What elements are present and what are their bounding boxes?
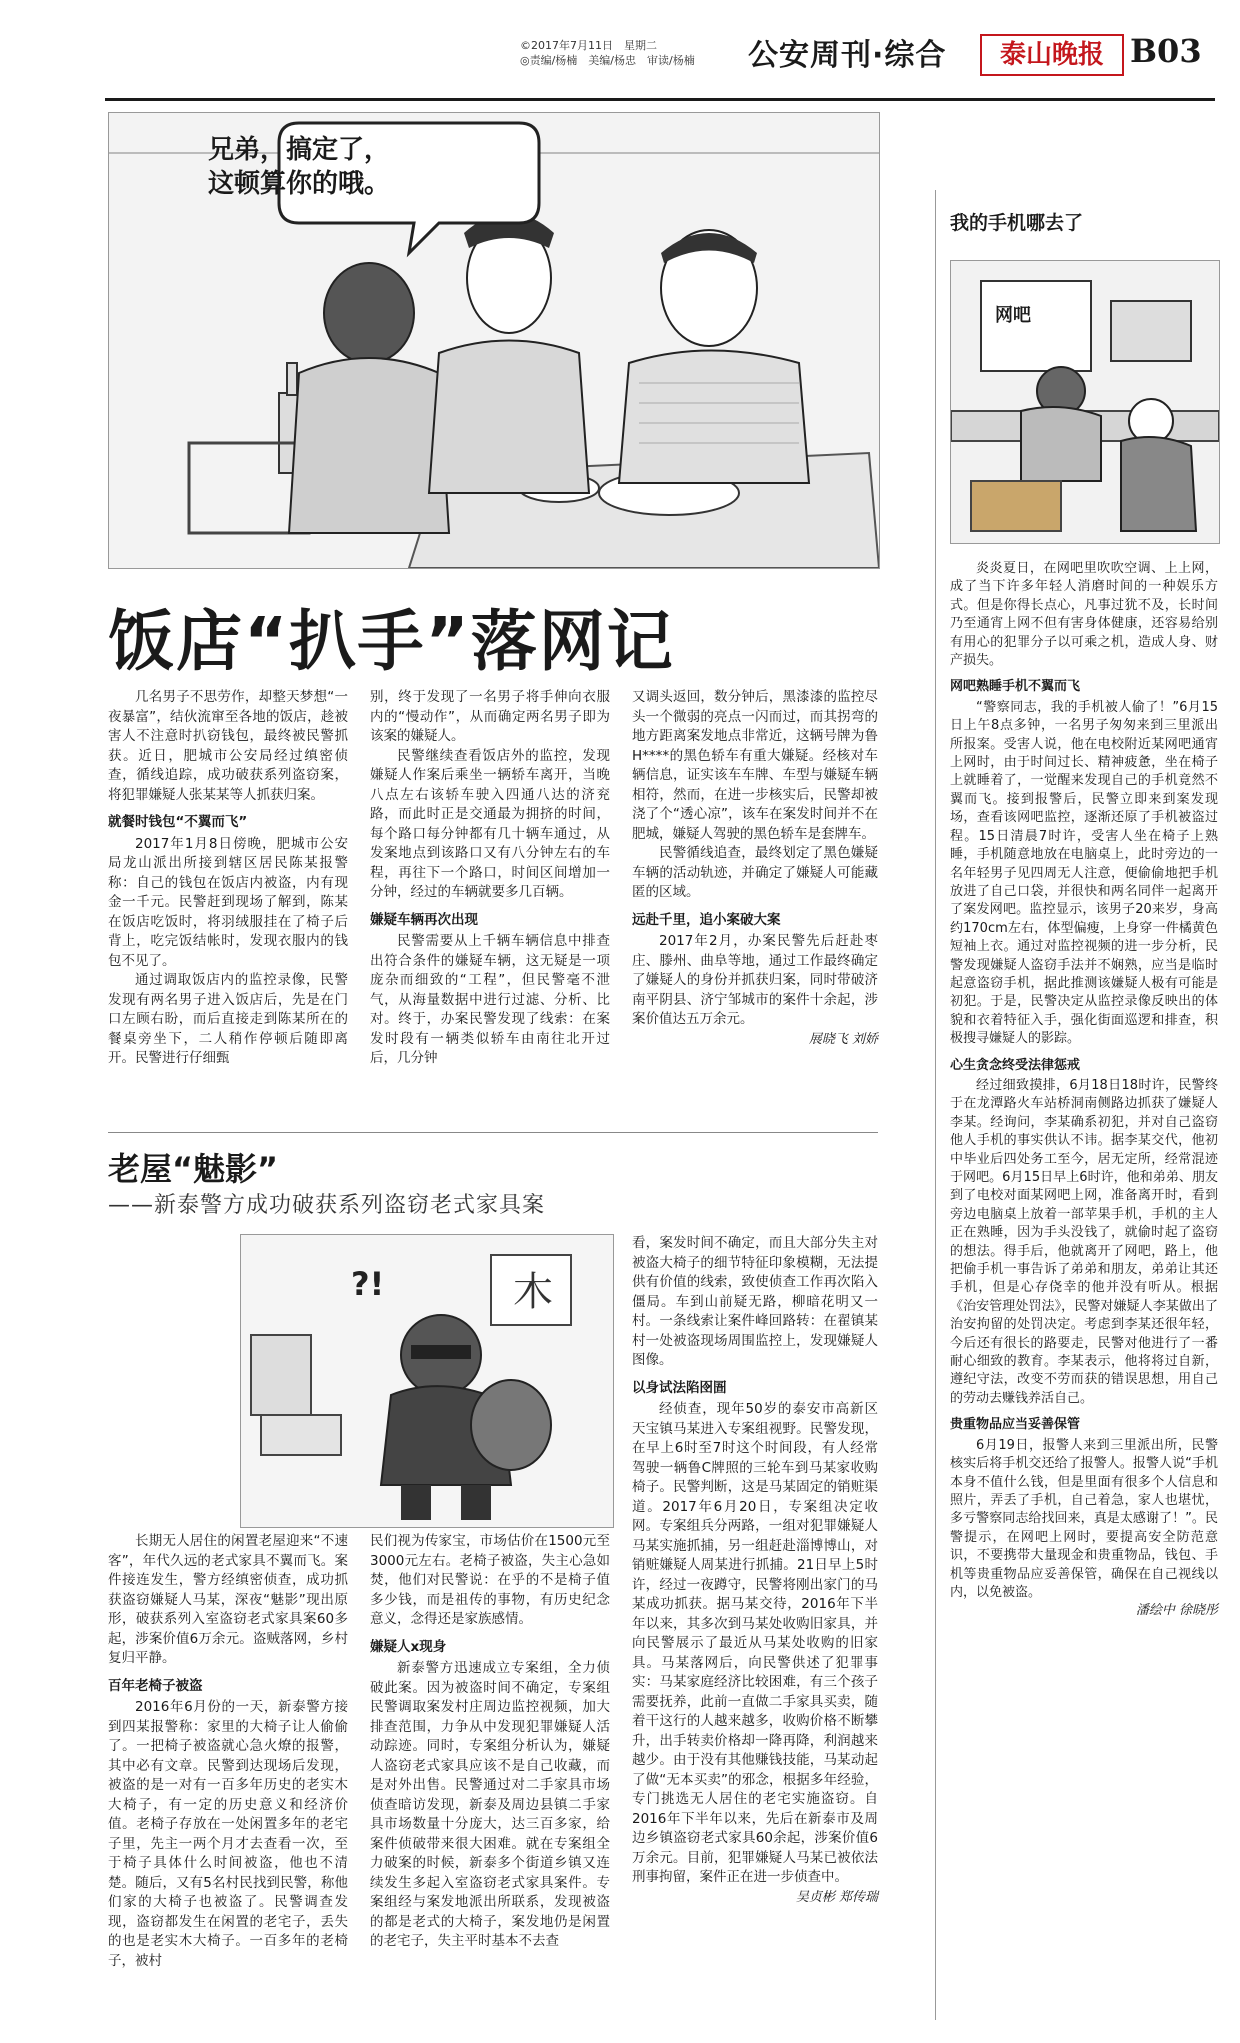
story2-subhead-1: 百年老椅子被盗 xyxy=(108,1677,203,1694)
header-meta xyxy=(520,38,745,68)
story2-column-3 xyxy=(632,1234,878,1907)
brand-logo: 泰山晚报 xyxy=(980,34,1124,76)
story1-lead: 几名男子不思劳作，却整天梦想“一夜暴富”，结伙流窜至各地的饭店，趁被害人不注意时扒窃钱包，最终被民警抓获。近日，肥城市公安局经过缜密侦查，循线追踪，成功破获系列盗窃案，将犯罪嫌疑人张某某等人抓获归案。 xyxy=(108,689,348,803)
thief-illustration xyxy=(240,1234,614,1528)
story2-para: 民们视为传家宝，市场估价在1500元至3000元左右。老椅子被盗，失主心急如焚，他们对民警说：在乎的不是椅子值多少钱，而是祖传的事物，有历史纪念意义，念得还是家族感情。 xyxy=(370,1533,610,1627)
story2-para: 看，案发时间不确定，而且大部分失主对被盗大椅子的细节特征印象模糊，无法提供有价值的线索，致使侦查工作再次陷入僵局。车到山前疑无路，柳暗花明又一村。一条线索让案件峰回路转：在翟镇某村一处被盗现场周围监控上，发现嫌疑人图像。 xyxy=(632,1235,878,1368)
page-number: B03 xyxy=(1130,32,1202,70)
sidebar-title: 我的手机哪去了 xyxy=(950,212,1084,234)
sidebar-para: “警察同志，我的手机被人偷了！”6月15日上午8点多钟，一名男子匆匆来到三里派出所报案。受害人说，他在电校附近某网吧通宵上网时，由于时间过长、精神疲惫，坐在椅子上就睡着了，一觉醒来发现自己的手机竟然不翼而飞。接到报警后，民警立即来到案发现场，查看该网吧监控，逐渐还原了手机被盗过程。15日清晨7时许，受害人坐在椅子上熟睡，手机随意地放在电脑桌上，此时旁边的一名年轻男子见四周无人注意，便偷偷地把手机放进了自己口袋，并很快和两名同伴一起离开了案发网吧。监控显示，该男子20来岁，身高约170cm左右，体型偏瘦，上身穿一件橘黄色短袖上衣。通过对监控视频的进一步分析，民警发现嫌疑人盗窃手法并不娴熟，应当是临时起意盗窃手机，据此推测该嫌疑人极有可能是初犯。于是，民警决定从监控录像反映出的体貌和衣着特征入手，强化街面巡逻和排查，积极搜寻嫌疑人的影踪。 xyxy=(950,699,1218,1047)
svg-text:木: 木 xyxy=(513,1269,553,1315)
story1-para: 通过调取饭店内的监控录像，民警发现有两名男子进入饭店后，先是在门口左顾右盼，而后直接走到陈某所在的餐桌旁坐下，二人稍作停顿后随即离开。民警进行仔细甄 xyxy=(108,972,348,1066)
story1-column-1 xyxy=(108,688,348,1069)
story1-para: 民警需要从上千辆车辆信息中排查出符合条件的嫌疑车辆，这无疑是一项庞杂而细致的“工程”，但民警毫不泄气，从海量数据中进行过滤、分析、比对。终于，办案民警发现了线索：在案发时段有一辆类似轿车由南往北开过后，几分钟 xyxy=(370,933,610,1066)
sidebar-divider xyxy=(935,190,936,2020)
story2-subhead: ——新泰警方成功破获系列盗窃老式家具案 xyxy=(108,1193,546,1218)
sidebar-column xyxy=(950,560,1218,1621)
story1-para: 民警继续查看饭店外的监控，发现嫌疑人作案后乘坐一辆轿车离开，当晚八点左右该轿车驶入四通八达的济兖路，而此时正是交通最为拥挤的时间，每个路口每分钟都有几十辆车通过，从发案地点到该路口又有八分钟左右的车程，再往下一个路口，时间区间增加一分钟，经过的车辆就要多几百辆。 xyxy=(370,747,610,900)
sidebar-para: 经过细致摸排，6月18日18时许，民警终于在龙潭路火车站桥洞南侧路边抓获了嫌疑人李某。经询问，李某确系初犯，并对自己盗窃他人手机的事实供认不讳。据李某交代，他初中毕业后四处务工至今，居无定所，经常混迹于网吧。6月15日早上6时许，他和弟弟、朋友到了电校对面某网吧上网，准备离开时，看到旁边电脑桌上放着一部苹果手机，手机的主人正在熟睡，因为手头没钱了，就偷时起了盗窃的想法。得手后，他就离开了网吧，路上，他把偷手机一事告诉了弟弟和朋友，弟弟让其还手机，但是心存侥幸的他并没有听从。根据《治安管理处罚法》，民警对嫌疑人李某做出了治安拘留的处罚决定。考虑到李某还很年轻，今后还有很长的路要走，民警对他进行了一番耐心细致的教育。李某表示，他将将过自新，遵纪守法，改变不劳而获的错误思想，用自己的劳动去赚钱养活自己。 xyxy=(950,1077,1218,1406)
sidebar-byline: 潘绘中 徐晓彤 xyxy=(1135,1603,1218,1619)
story1-para: 别，终于发现了一名男子将手伸向衣服内的“慢动作”，从而确定两名男子即为该案的嫌疑人。 xyxy=(370,689,610,744)
story1-para: 2017年2月，办案民警先后赶赴枣庄、滕州、曲阜等地，通过工作最终确定了嫌疑人的身份并抓获归案，同时带破济南平阴县、济宁邹城市的案件十余起，涉案价值达五万余元。 xyxy=(632,933,878,1027)
header-date: ©2017年7月11日 星期二 xyxy=(520,39,657,52)
story-divider xyxy=(108,1132,878,1133)
story1-subhead-1: 就餐时钱包“不翼而飞” xyxy=(108,814,248,830)
story2-column-2 xyxy=(370,1532,610,1952)
story1-subhead-3: 远赴千里，追小案破大案 xyxy=(632,911,781,928)
internet-cafe-drawing xyxy=(951,261,1219,543)
story1-para: 又调头返回，数分钟后，黑漆漆的监控尽头一个微弱的亮点一闪而过，而其拐弯的地方距离案发地点非常近，这辆号牌为鲁H****的黑色轿车有重大嫌疑。经核对车辆信息，证实该车车牌、车型与嫌疑车辆相符，然而，在进一步核实后，民警却被浇了个“透心凉”，该车在案发时间并不在肥城，嫌疑人驾驶的黑色轿车是套牌车。 xyxy=(632,689,878,842)
story2-lead: 长期无人居住的闲置老屋迎来“不速客”，年代久远的老式家具不翼而飞。案件接连发生，警方经缜密侦查，成功抓获盗窃嫌疑人马某，深夜“魅影”现出原形，破获系列入室盗窃老式家具案60多起，涉案价值6万余元。盗贼落网，乡村复归平静。 xyxy=(108,1533,348,1666)
story1-byline: 展晓飞 刘娇 xyxy=(808,1031,878,1047)
header-editors: ◎责编/杨楠 美编/杨忠 审读/杨楠 xyxy=(520,54,695,67)
internet-cafe-illustration xyxy=(950,260,1220,544)
story1-headline: 饭店“扒手”落网记 xyxy=(108,603,675,680)
story2-headline: 老屋“魅影” xyxy=(108,1150,279,1188)
story2-column-1 xyxy=(108,1532,348,1971)
sidebar-subhead-1: 网吧熟睡手机不翼而飞 xyxy=(950,679,1081,695)
cartoon-speech-bubble: 兄弟，搞定了， 这顿算你的哦。 xyxy=(207,135,390,199)
svg-text:?!: ?! xyxy=(351,1265,385,1303)
sidebar-para: 6月19日，报警人来到三里派出所，民警核实后将手机交还给了报警人。报警人说“手机本身不值什么钱，但是里面有很多个人信息和照片，弄丢了手机，自己着急，家人也堪忧，多亏警察同志给找回来，真是太感谢了！”。民警提示，在网吧上网时，要提高安全防范意识，不要携带大量现金和贵重物品，钱包、手机等贵重物品应妥善保管，确保在自己视线以内，以免被盗。 xyxy=(950,1437,1218,1600)
story1-column-3 xyxy=(632,688,878,1049)
story2-para: 新泰警方迅速成立专案组，全力侦破此案。因为被盗时间不确定，专案组民警调取案发村庄周边监控视频，加大排查范围，力争从中发现犯罪嫌疑人活动踪迹。同时，专案组分析认为，嫌疑人盗窃老式家具应该不是自己收藏，而是对外出售。民警通过对二手家具市场侦查暗访发现，新泰及周边县镇二手家具市场数量十分庞大，达三百多家，给案件侦破带来很大困难。就在专案组全力破案的时候，新泰多个街道乡镇又连续发生多起入室盗窃老式家具案件。专案组经与案发地派出所联系，发现被盗的都是老式的大椅子，案发地仍是闲置的老宅子，失主平时基本不去查 xyxy=(370,1660,610,1949)
story2-subhead-2: 嫌疑人x现身 xyxy=(370,1638,447,1655)
story2-byline: 吴贞彬 郑传瑞 xyxy=(795,1889,878,1905)
sidebar-subhead-3: 贵重物品应当妥善保管 xyxy=(950,1417,1081,1433)
story1-column-2 xyxy=(370,688,610,1069)
story2-para: 2016年6月份的一天，新泰警方接到四某报警称：家里的大椅子让人偷偷了。一把椅子被盗就心急火燎的报警，其中必有文章。民警到达现场后发现，被盗的是一对有一百多年历史的老实木大椅子，有一定的历史意义和经济价值。老椅子存放在一处闲置多年的老宅子里，先主一两个月才去查看一次，至于椅子具体什么时间被盗，他也不清楚。随后，又有5名村民找到民警，称他们家的大椅子也被盗了。民警调查发现，盗窃都发生在闲置的老宅子，丢失的也是老实木大椅子。一百多年的老椅子，被村 xyxy=(108,1699,348,1969)
story1-para: 2017年1月8日傍晚，肥城市公安局龙山派出所接到辖区居民陈某报警称：自己的钱包在饭店内被盗，内有现金一千元。民警赶到现场了解到，陈某在饭店吃饭时，将羽绒服挂在了椅子后背上，吃完饭结帐时，发现衣服内的钱包不见了。 xyxy=(108,835,348,969)
header-rule xyxy=(105,98,1215,101)
restaurant-cartoon xyxy=(108,112,880,569)
story1-para: 民警循线追查，最终划定了黑色嫌疑车辆的活动轨迹，并确定了嫌疑人可能藏匿的区域。 xyxy=(632,845,878,900)
story2-para: 经侦查，现年50岁的泰安市高新区天宝镇马某进入专案组视野。民警发现，在早上6时至7时这个时间段，有人经常驾驶一辆鲁C牌照的三轮车到马某家收购椅子。民警判断，这是马某固定的销赃渠道。2017年6月20日，专案组决定收网。专案组兵分两路，一组对犯罪嫌疑人马某实施抓捕，另一组赶赴淄博博山，对销赃嫌疑人周某进行抓捕。21日早上5时许，经过一夜蹲守，民警将刚出家门的马某成功抓获。据马某交待，2016年下半年以来，其多次到马某处收购旧家具，并向民警展示了最近从马某处收购的旧家具。马某落网后，向民警供述了犯罪事实：马某家庭经济比较困难，有三个孩子需要抚养，此前一直做二手家具买卖，随着干这行的人越来越多，收购价格不断攀升，出手转卖价格却一降再降，利润越来越少。由于没有其他赚钱技能，马某动起了做“无本买卖”的邪念，根据多年经验，专门挑选无人居住的老宅实施盗窃。自2016年下半年以来，先后在新泰市及周边乡镇盗窃老式家具60余起，涉案价值6万余元。目前，犯罪嫌疑人马某已被依法刑事拘留，案件正在进一步侦查中。 xyxy=(632,1401,878,1885)
section-title: 公安周刊·综合 xyxy=(748,38,947,73)
sidebar-intro: 炎炎夏日，在网吧里吹吹空调、上上网，成了当下许多年轻人消磨时间的一种娱乐方式。但是你得长点心，凡事过犹不及，长时间乃至通宵上网不但有害身体健康，还容易给别有用心的犯罪分子以可乘之机，造成人身、财产损失。 xyxy=(950,561,1218,669)
story1-subhead-2: 嫌疑车辆再次出现 xyxy=(370,911,478,928)
cafe-sign: 网吧 xyxy=(995,305,1031,326)
thief-drawing xyxy=(241,1235,613,1527)
story2-subhead-3: 以身试法陷囹圄 xyxy=(632,1379,727,1396)
sidebar-subhead-2: 心生贪念终受法律惩戒 xyxy=(950,1057,1081,1073)
